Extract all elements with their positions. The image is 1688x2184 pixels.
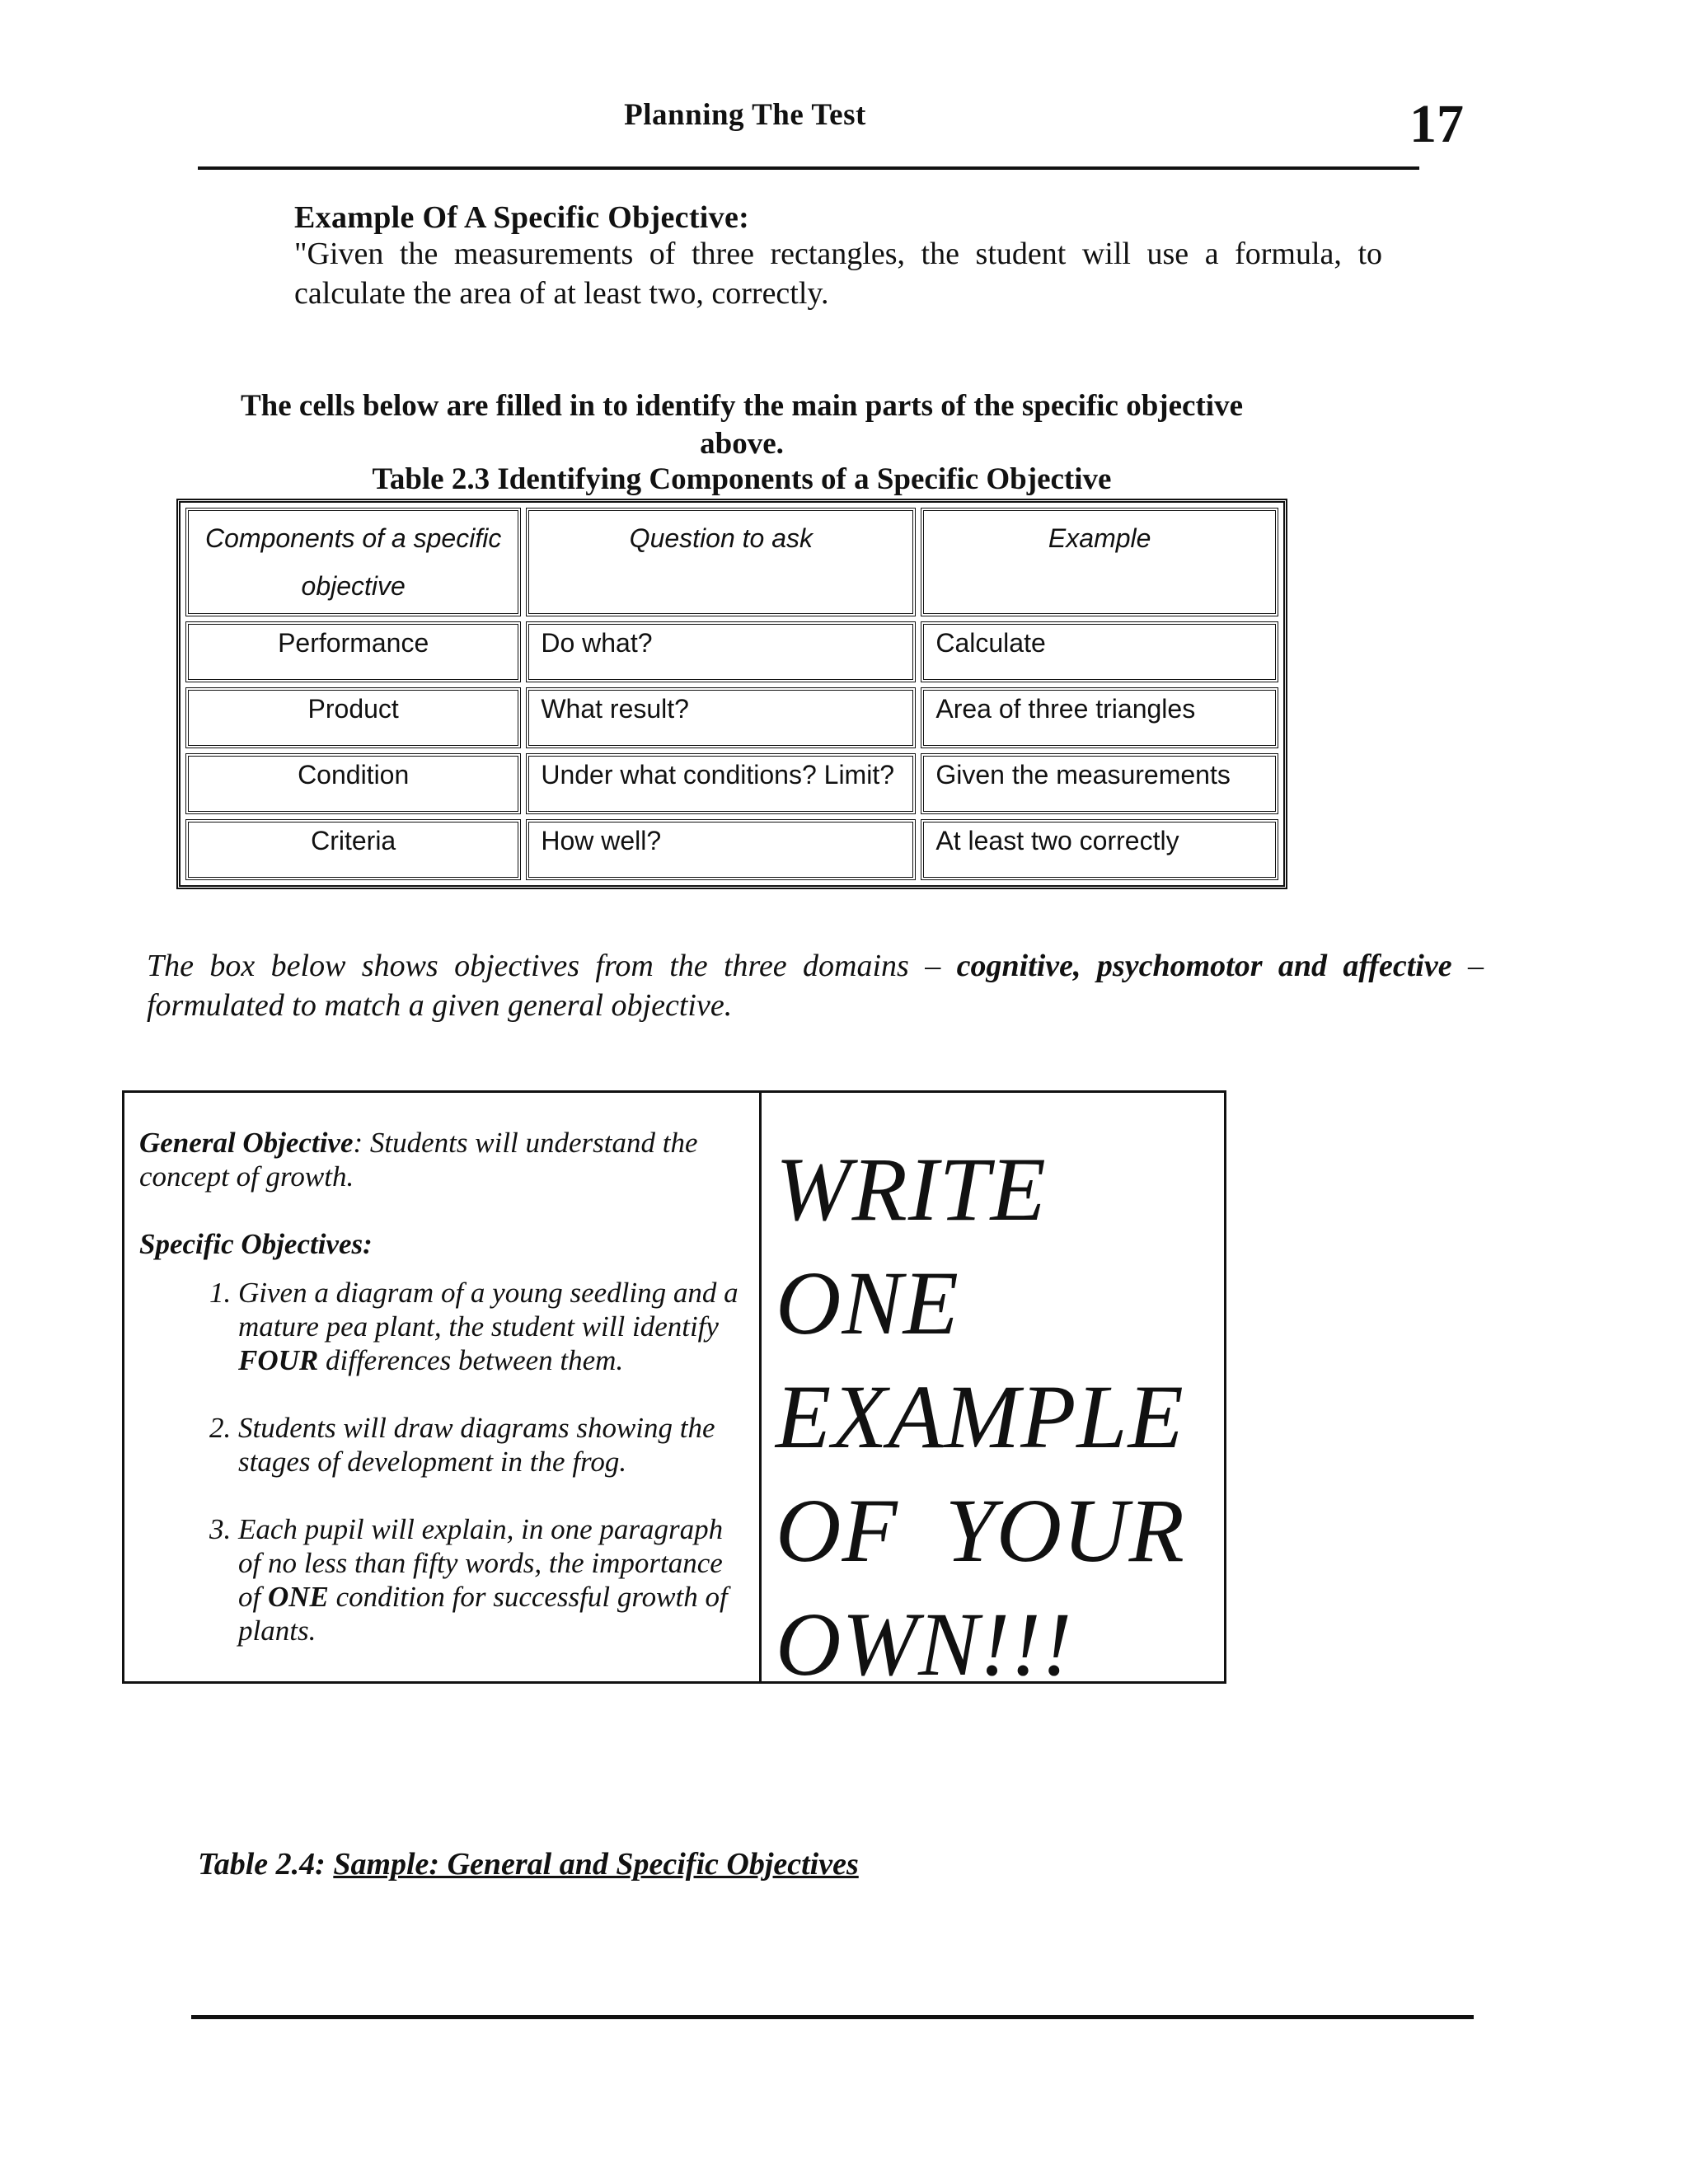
table-cell: Criteria [185,819,521,880]
table-cell: Performance [185,621,521,682]
table-cell: What result? [526,687,916,748]
table-cell: Product [185,687,521,748]
table-row [185,753,1278,814]
running-head: Planning The Test [624,98,866,132]
table-cell: Calculate [921,621,1278,682]
table-cell: How well? [526,819,916,880]
table-row [185,687,1278,748]
list-item: 3. Each pupil will explain, in one paragraph of no less than fifty words, the importance of ONE condition for successful growth of plants. [238,1512,749,1647]
table-row [185,621,1278,682]
table-cell: Area of three triangles [921,687,1278,748]
table-2-4-title: Sample: General and Specific Objectives [333,1847,859,1882]
objectives-column [139,1126,749,1681]
header-cell-question: Question to ask [526,508,916,616]
example-heading: Example Of A Specific Objective: [294,200,750,235]
table-row [185,819,1278,880]
table-intro: The cells below are filled in to identify the main parts of the specific objective above. [240,389,1244,461]
example-text: "Given the measurements of three rectangles, the student will use a formula, to calculate the area of at least two, correctly. [294,237,1382,311]
table-cell: Do what? [526,621,916,682]
list-item: 1. Given a diagram of a young seedling and a mature pea plant, the student will identify FOUR differences between them. [238,1276,749,1377]
page-number: 17 [1409,94,1464,154]
table-2-4-caption [198,1846,859,1882]
header-rule [198,166,1419,170]
table-cell: Condition [185,753,521,814]
table-cell: At least two correctly [921,819,1278,880]
footer-rule [191,2015,1474,2019]
header-cell-components: Components of a specific objective [185,508,521,616]
domains-intro-after: – formulated to match a given general objective. [147,949,1484,1023]
header-cell-example: Example [921,508,1278,616]
write-prompt [776,1132,1221,1701]
write-prompt-line: ONE [776,1253,959,1353]
write-prompt-line: OF YOUR [776,1480,1185,1581]
specific-objectives-list [139,1276,749,1647]
table-cell: Under what conditions? Limit? [526,753,916,814]
domains-intro-emphasis: cognitive, psychomotor and affective [956,949,1452,983]
table-cell: Given the measurements [921,753,1278,814]
objectives-box [122,1090,1226,1694]
write-prompt-line: OWN!!! [776,1594,1073,1694]
domains-intro [147,946,1484,1025]
box-divider [759,1093,762,1681]
table-caption: Table 2.3 Identifying Components of a Specific Objective [372,462,1112,496]
general-objective [139,1126,749,1193]
specific-objectives-label: Specific Objectives: [139,1228,373,1260]
domains-intro-before: The box below shows objectives from the three domains – [147,949,957,983]
write-prompt-line: WRITE [776,1139,1047,1240]
write-prompt-line: EXAMPLE [776,1366,1184,1467]
components-table [176,499,1287,889]
list-item: 2. Students will draw diagrams showing the stages of development in the frog. [238,1411,749,1479]
table-header-row [185,508,1278,616]
general-objective-text: : Students will understand the concept of growth. [139,1127,698,1193]
table-2-4-prefix: Table 2.4: [198,1847,334,1882]
general-objective-label: General Objective [139,1127,354,1159]
